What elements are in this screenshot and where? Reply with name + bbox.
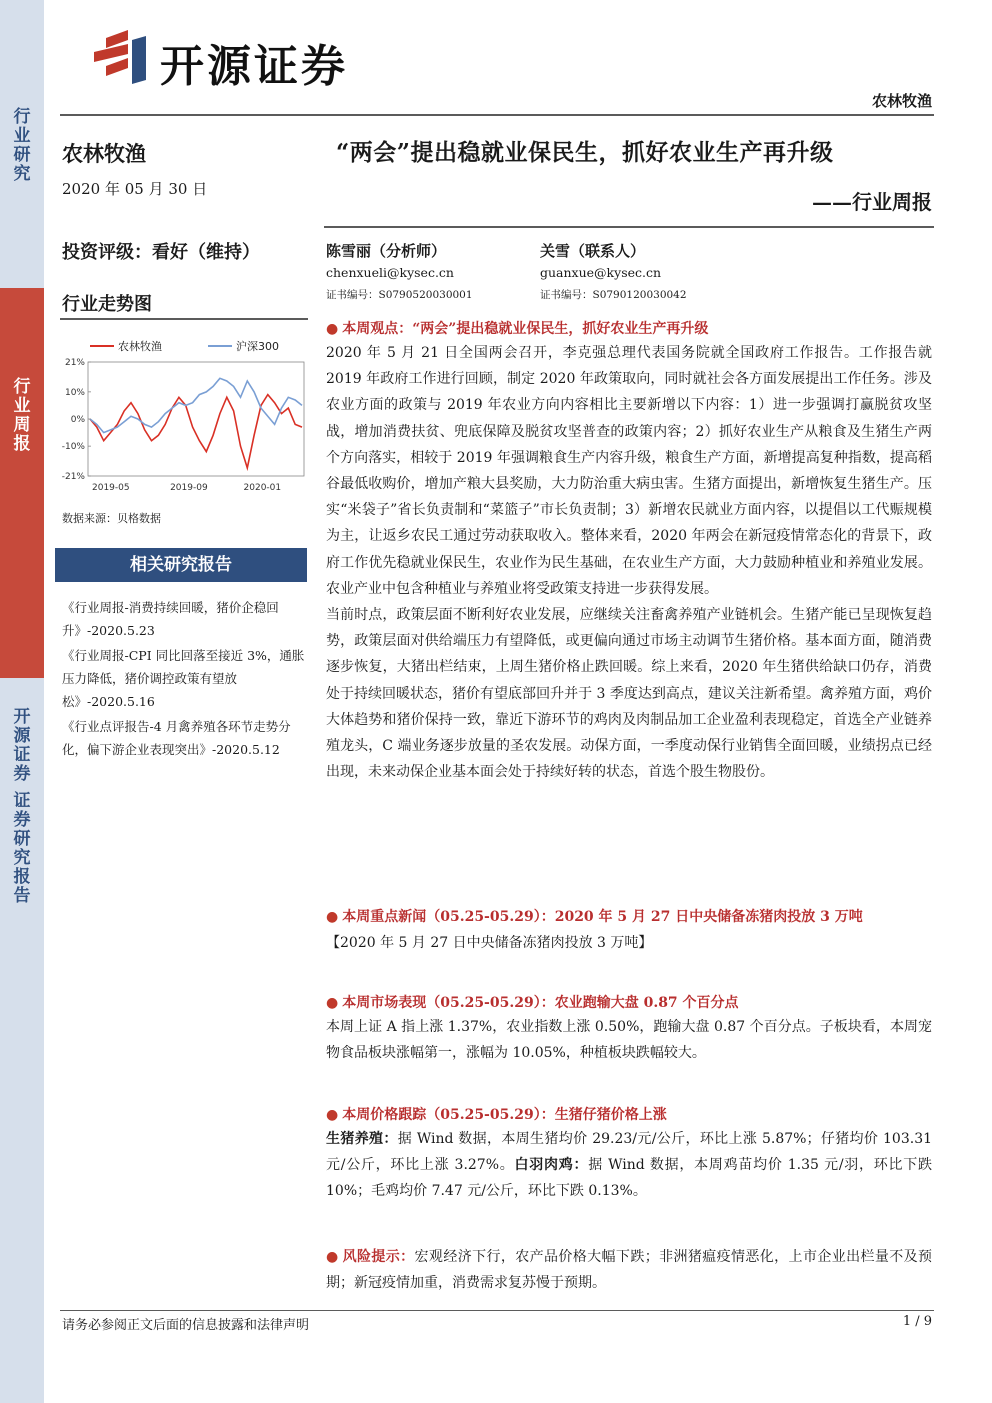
side-label-mid [0,378,44,454]
viewpoint-paragraph: 当前时点，政策层面不断利好农业发展，应继续关注畜禽养殖产业链机会。生猪产能已呈现恢复趋势，政策层面对供给端压力有望降低，或更偏向通过市场主动调节生猪价格。基本面方面，随消费逐步恢复，大猪出栏结束，上周生猪价格止跌回暖。综上来看，2020 年生猪供给缺口仍存，消费处于持续回暖状态，猪价有望底部回升并于 3 季度达到高点，建议关注新希望。禽养殖方面，鸡价大体趋势和猪价保持一致，靠近下游环节的鸡肉及肉制品加工企业盈利表现稳定，首选全产业链养殖龙头，C 端业务逐步放量的圣农发展。动保方面，一季度动保行业销售全面回暖，业绩拐点已经出现，未来动保企业基本面会处于持续好转的状态，首选个股生物股份。 [326,607,932,781]
footer-divider [60,1310,934,1311]
series-line [90,395,302,468]
market-heading-text: 本周市场表现（05.25-05.29）：农业跑输大盘 0.87 个百分点 [342,995,739,1011]
y-tick-label: 21% [64,358,85,368]
analyst-card [326,240,473,306]
news-heading-text: 本周重点新闻（05.25-05.29）：2020 年 5 月 27 日中央储备冻猪肉投放 3 万吨 [342,909,863,925]
viewpoint-body [326,340,932,785]
report-title: “两会”提出稳就业保民生，抓好农业生产再升级 [336,139,834,166]
pig-text: 据 Wind 数据，本周生猪均价 29.23/元/公斤，环比上涨 5.87%；仔猪均价 103.31 元/公斤，环比上涨 3.27%。 [326,1131,933,1174]
investment-rating [62,238,260,264]
side-label-top-text: 行 业 研 究 [13,107,31,184]
side-label-bottom-text: 开 源 证 券 证 券 研 究 报 告 [13,707,31,906]
analyst-cert: 证书编号：S0790520030001 [326,289,473,301]
x-tick-label: 2020-01 [243,483,282,493]
price-heading [326,1104,667,1124]
side-label-bottom [0,708,44,906]
analyst-cert: 证书编号：S0790120030042 [540,289,687,301]
news-body: 【2020 年 5 月 27 日中央储备冻猪肉投放 3 万吨】 [326,935,653,951]
price-heading-text: 本周价格跟踪（05.25-05.29）：生猪仔猪价格上涨 [342,1107,667,1123]
title-divider [324,226,934,228]
legend-label: 农林牧渔 [118,340,162,353]
related-reports-title: 相关研究报告 [55,548,307,582]
rating-label: 投资评级： [62,242,152,263]
risk-section [326,1244,932,1296]
price-body [326,1126,932,1205]
related-report-link[interactable]: 《行业周报-CPI 同比回落至接近 3%，通胀压力降低，猪价调控政策有望放松》-2020.5.16 [62,648,305,709]
bullet-icon: ● [326,1107,339,1123]
analyst-card [540,240,687,306]
report-date: 2020 年 05 月 30 日 [62,180,208,198]
report-subtitle: ——行业周报 [812,190,932,214]
risk-label: 风险提示： [342,1249,415,1265]
x-tick-label: 2019-05 [92,483,130,493]
header-divider [60,114,934,116]
pig-label: 生猪养殖： [326,1131,398,1147]
footer-disclaimer: 请务必参阅正文后面的信息披露和法律声明 [62,1318,310,1333]
viewpoint-paragraph: 2020 年 5 月 21 日全国两会召开，李克强总理代表国务院就全国政府工作报告。工作报告就 2019 年政府工作进行回顾，制定 2020 年政策取向，同时就社会各方面发展提出工作任务。涉及农业方面的政策与 2019 年农业方向内容相比主要新增以下内容：1）进一步强调打赢脱贫攻坚战，增加消费扶贫、兜底保障及脱贫攻坚普查的政策内容；2）抓好农业生产从粮食及生猪生产两个方向落实，相较于 2019 年强调粮食生产内容升级，粮食生产方面，新增提高复种指数，提高稻谷最低收购价，增加产粮大县奖励，大力防治重大病虫害。生猪方面提出，新增恢复生猪生产。压实“米袋子”省长负责制和“菜篮子”市长负责制；3）新增农民就业方面内容，以提倡以工代赈规模为主，让返乡农民工通过劳动获取收入。整体来看，2020 年两会在新冠疫情常态化的背景下，政府工作优先稳就业保民生，农业作为民生基础，在农业生产方面，大力鼓励种植业和养殖业发展。农业产业中包含种植业与养殖业将受政策支持进一步获得发展。 [326,345,932,597]
y-tick-label: -10% [61,442,85,453]
series-line [90,378,302,432]
trend-divider [60,318,308,320]
legend-label: 沪深300 [236,340,279,353]
y-tick-label: 10% [64,387,85,398]
chicken-text: 据 Wind 数据，本周鸡苗均价 1.35 元/羽，环比下跌 10%；毛鸡均价 7.47 元/公斤，环比下跌 0.13%。 [326,1157,932,1200]
chicken-label: 白羽肉鸡： [514,1157,589,1174]
bullet-icon: ● [326,995,339,1011]
analyst-name: 陈雪丽（分析师） [326,242,447,260]
x-tick-label: 2019-09 [170,483,208,493]
related-report-link[interactable]: 《行业点评报告-4 月禽养殖各环节走势分化，偏下游企业表现突出》-2020.5.12 [62,719,291,757]
related-reports-list [62,596,308,763]
brand-name: 开源证券 [160,41,348,92]
trend-title: 行业走势图 [62,294,152,315]
brand-logo-icon [88,30,150,88]
market-body: 本周上证 A 指上涨 1.37%，农业指数上涨 0.50%，跑输大盘 0.87 个百分点。子板块看，本周宠物食品板块涨幅第一，涨幅为 10.05%，种植板块跌幅较大。 [326,1019,932,1062]
news-heading [326,906,863,926]
side-label-mid-text: 行 业 周 报 [13,377,31,454]
header-sector-tag: 农林牧渔 [871,92,932,110]
viewpoint-heading-text: 本周观点：“两会”提出稳就业保民生，抓好农业生产再升级 [342,321,709,337]
market-heading [326,992,739,1012]
bullet-icon: ● [326,1249,339,1265]
analyst-name: 关雪（联系人） [540,242,646,260]
bullet-icon: ● [326,909,339,925]
side-band [0,0,44,1403]
bullet-icon: ● [326,321,339,337]
side-band-highlight [0,288,44,678]
trend-chart [60,328,310,508]
page-number: 1 / 9 [902,1314,932,1329]
rating-value: 看好（维持） [152,242,260,263]
related-report-link[interactable]: 《行业周报-消费持续回暖，猪价企稳回升》-2020.5.23 [62,600,279,638]
y-tick-label: -21% [61,472,85,482]
data-source: 数据来源：贝格数据 [62,512,161,525]
side-label-top [0,108,44,184]
analyst-email[interactable]: guanxue@kysec.cn [540,265,662,280]
risk-text: 宏观经济下行，农产品价格大幅下跌；非洲猪瘟疫情恶化，上市企业出栏量不及预期；新冠疫情加重，消费需求复苏慢于预期。 [326,1249,933,1292]
y-tick-label: 0% [70,415,85,425]
sector-name: 农林牧渔 [62,141,146,166]
viewpoint-heading [326,318,708,338]
analyst-email[interactable]: chenxueli@kysec.cn [326,265,454,280]
